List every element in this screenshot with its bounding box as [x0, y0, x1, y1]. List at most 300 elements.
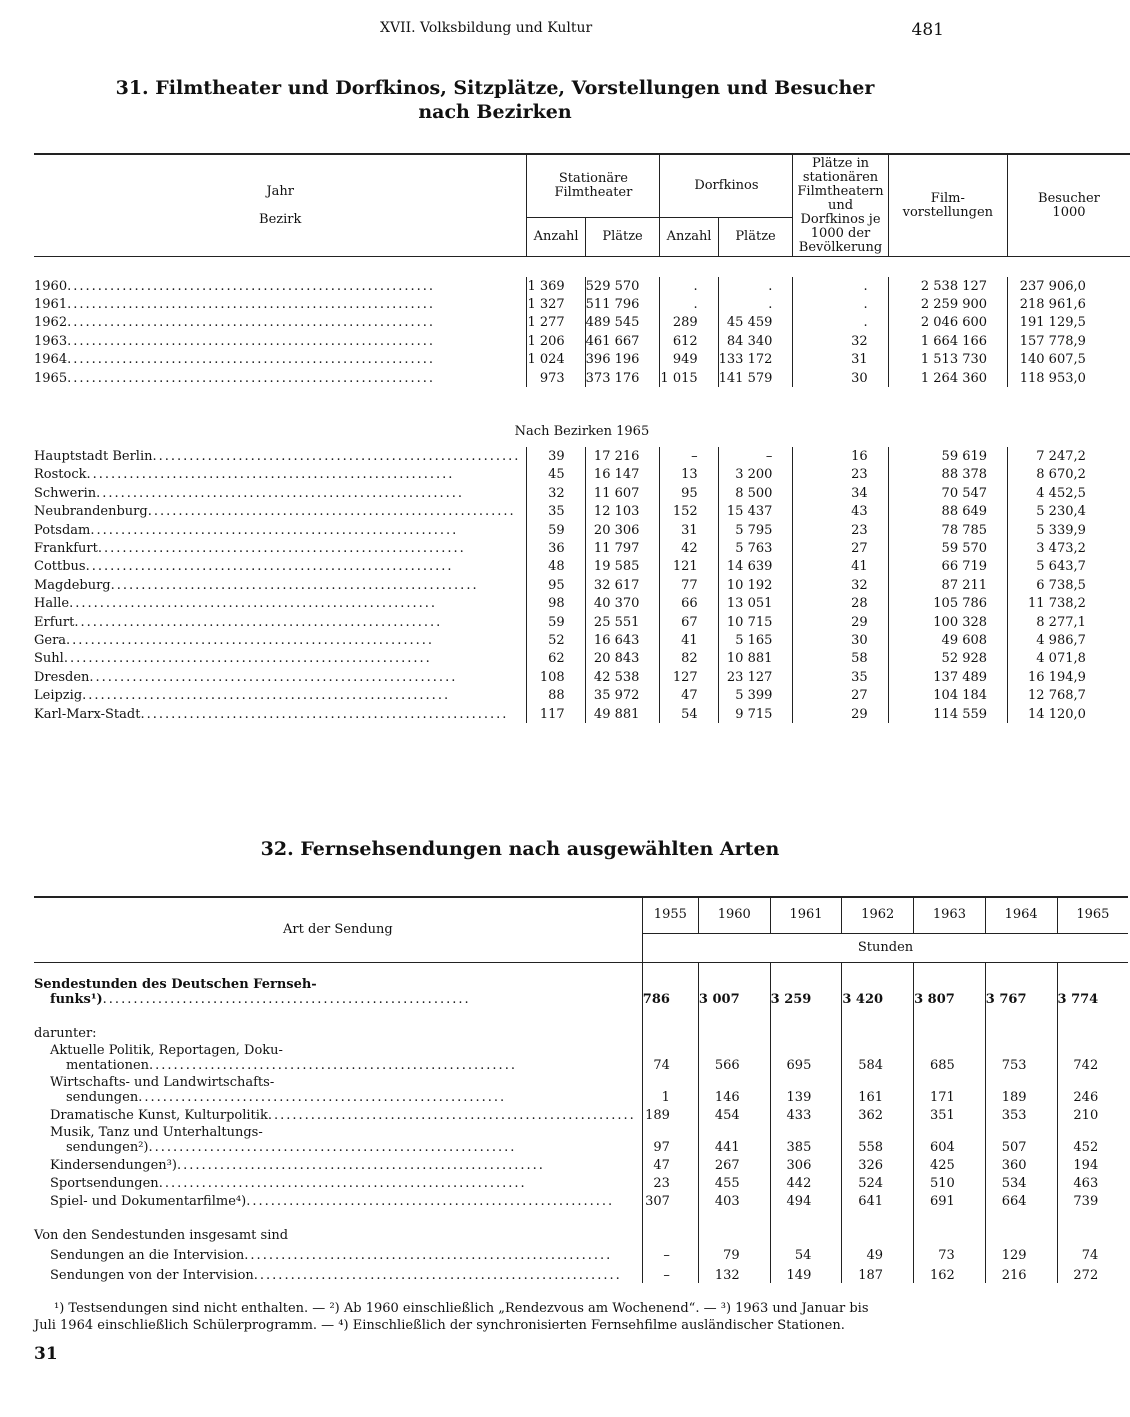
row-label — [34, 332, 527, 350]
value-cell: 77 — [660, 576, 718, 594]
table32-title: 32. Fernsehsendungen nach ausgewählten Arten — [260, 838, 780, 860]
table31-title — [100, 76, 890, 124]
value-cell: 84 340 — [718, 332, 793, 350]
row-label-text: Potsdam — [34, 522, 91, 538]
value-cell: 114 559 — [888, 705, 1007, 723]
value-cell: 433 — [770, 1105, 842, 1123]
empty-cell — [842, 1209, 914, 1243]
value-cell: 6 738,5 — [1036, 577, 1086, 593]
header-stationaer: Stationäre Filmtheater — [527, 154, 660, 218]
value-cell: 49 608 — [888, 631, 1007, 649]
value-cell: 152 — [660, 503, 718, 521]
value-cell: 59 — [527, 521, 585, 539]
value-cell: 23 — [793, 466, 888, 484]
row-label-text: 1963 — [34, 333, 68, 349]
empty-cell — [914, 1007, 986, 1041]
value-cell: 753 — [985, 1041, 1057, 1073]
value-cell: 3 200 — [718, 466, 793, 484]
row-label-text: Sportsendungen — [50, 1176, 159, 1191]
value-cell: 7 247,2 — [1036, 449, 1086, 465]
value-cell: 452 — [1073, 1140, 1099, 1155]
value-cell: 42 538 — [585, 668, 660, 686]
row-label — [34, 369, 527, 387]
value-cell: 97 — [642, 1123, 698, 1155]
table-row — [34, 539, 1130, 557]
value-cell: 15 437 — [718, 503, 793, 521]
leader-dots: ............................................................ — [244, 1248, 613, 1263]
value-cell: 2 259 900 — [888, 295, 1007, 313]
value-cell: 16 — [793, 447, 888, 465]
leader-dots: ............................................................ — [102, 992, 471, 1007]
row-label — [34, 351, 527, 369]
row-label — [34, 1123, 642, 1155]
value-cell: . — [793, 277, 888, 295]
row-label-text: 1965 — [34, 370, 68, 386]
footnotes — [34, 1300, 964, 1334]
value-cell: 139 — [770, 1073, 842, 1105]
value-cell: 189 — [642, 1105, 698, 1123]
value-cell: 1 277 — [527, 314, 585, 332]
table-row — [34, 558, 1130, 576]
value-cell: 1 206 — [527, 332, 585, 350]
leader-dots: ............................................................ — [66, 632, 434, 648]
value-cell: 949 — [660, 351, 718, 369]
table-row — [34, 1041, 1128, 1073]
header-dorf-anzahl: Anzahl — [660, 218, 718, 257]
row-label-text: Sendungen an die Intervision — [50, 1248, 245, 1263]
section-label: Nach Bezirken 1965 — [514, 424, 650, 440]
value-cell: 739 — [1073, 1194, 1099, 1209]
row-label — [34, 503, 527, 521]
value-cell: 3 420 — [842, 963, 914, 1008]
row-label — [34, 1173, 642, 1191]
value-cell: 454 — [698, 1105, 770, 1123]
value-cell: 8 500 — [718, 484, 793, 502]
value-cell: 66 — [660, 594, 718, 612]
value-cell: 306 — [770, 1155, 842, 1173]
header-vorstellungen: Film-vorstellungen — [888, 154, 1007, 257]
table-row — [34, 447, 1130, 465]
value-cell: 88 — [527, 686, 585, 704]
leader-dots: ............................................................ — [152, 449, 521, 465]
value-cell: 32 — [793, 332, 888, 350]
header-year: 1960 — [698, 897, 770, 933]
row-label — [34, 668, 527, 686]
value-cell: . — [793, 314, 888, 332]
empty-cell — [698, 1007, 770, 1041]
value-cell: 95 — [660, 484, 718, 502]
value-cell: 88 649 — [888, 503, 1007, 521]
header-year: 1965 — [1076, 907, 1110, 923]
table-row — [34, 295, 1130, 313]
value-cell: 529 570 — [585, 277, 660, 295]
leader-dots: ............................................................ — [90, 522, 459, 538]
value-cell: 32 — [793, 576, 888, 594]
row-label-line1: Wirtschafts- und Landwirtschafts- — [50, 1075, 275, 1090]
empty-cell — [914, 1209, 986, 1243]
value-cell: . — [793, 295, 888, 313]
value-cell: 218 961,6 — [1019, 297, 1086, 313]
header-unit: Stunden — [857, 939, 914, 955]
value-cell: 1 — [642, 1073, 698, 1105]
value-cell: 10 192 — [718, 576, 793, 594]
value-cell: 41 — [793, 558, 888, 576]
value-cell: 685 — [914, 1041, 986, 1073]
table-row — [34, 613, 1130, 631]
table-row — [34, 686, 1130, 704]
table-row — [34, 1155, 1128, 1173]
row-label — [34, 466, 527, 484]
value-cell: 108 — [527, 668, 585, 686]
leader-dots: ............................................................ — [158, 1176, 527, 1191]
value-cell: 35 972 — [585, 686, 660, 704]
value-cell: 14 120,0 — [1028, 706, 1086, 722]
value-cell: 187 — [842, 1263, 914, 1283]
value-cell: 171 — [914, 1073, 986, 1105]
table32 — [34, 896, 1128, 1283]
table-row — [34, 1209, 1128, 1243]
row-label-text: sendungen — [66, 1090, 139, 1105]
value-cell: 23 127 — [718, 668, 793, 686]
value-cell: 29 — [793, 613, 888, 631]
leader-dots: ............................................................ — [67, 370, 436, 386]
row-label — [34, 521, 527, 539]
footnote-line2: Juli 1964 einschließlich Schülerprogramm. — ⁴) Einschließlich der synchronisierten Fernsehfilme ausländischer Stationen. — [34, 1318, 845, 1333]
value-cell: 157 778,9 — [1019, 333, 1086, 349]
leader-dots: ............................................................ — [176, 1158, 545, 1173]
value-cell: 3 473,2 — [1036, 540, 1086, 556]
leader-dots: ............................................................ — [138, 1090, 507, 1105]
value-cell: 5 399 — [718, 686, 793, 704]
leader-dots: ............................................................ — [74, 614, 443, 630]
row-label-text: Spiel- und Dokumentarfilme⁴) — [50, 1194, 247, 1209]
value-cell: 41 — [660, 631, 718, 649]
table-row — [34, 1263, 1128, 1283]
value-cell: 88 378 — [888, 466, 1007, 484]
value-cell: 42 — [660, 539, 718, 557]
row-label — [34, 1041, 642, 1073]
row-label — [34, 686, 527, 704]
value-cell: 70 547 — [888, 484, 1007, 502]
value-cell: 4 452,5 — [1036, 485, 1086, 501]
value-cell: 45 — [527, 466, 585, 484]
row-label — [34, 484, 527, 502]
value-cell: 13 051 — [718, 594, 793, 612]
value-cell: 36 — [527, 539, 585, 557]
table-row — [34, 1191, 1128, 1209]
value-cell: 62 — [527, 650, 585, 668]
table-row — [34, 631, 1130, 649]
value-cell: 691 — [914, 1191, 986, 1209]
row-label-text: Leipzig — [34, 688, 83, 704]
row-label — [34, 1263, 642, 1283]
empty-cell — [985, 1209, 1057, 1243]
value-cell: 455 — [698, 1173, 770, 1191]
table-row — [34, 332, 1130, 350]
value-cell: 73 — [914, 1243, 986, 1263]
value-cell: 786 — [642, 963, 698, 1008]
value-cell: 87 211 — [888, 576, 1007, 594]
value-cell: 3 774 — [1057, 992, 1099, 1007]
row-label — [34, 613, 527, 631]
value-cell: 127 — [660, 668, 718, 686]
row-label-text: Suhl — [34, 651, 64, 667]
value-cell: 54 — [770, 1243, 842, 1263]
value-cell: 47 — [660, 686, 718, 704]
header-stat-anzahl: Anzahl — [527, 218, 585, 257]
value-cell: 35 — [527, 503, 585, 521]
row-label-text: Rostock — [34, 467, 87, 483]
value-cell: 246 — [1073, 1090, 1099, 1105]
value-cell: 1 369 — [527, 277, 585, 295]
value-cell: 31 — [660, 521, 718, 539]
value-cell: 5 763 — [718, 539, 793, 557]
row-label — [34, 1155, 642, 1173]
leader-dots: ............................................................ — [67, 352, 436, 368]
table31-district-rows — [34, 447, 1130, 723]
leader-dots: ............................................................ — [140, 706, 509, 722]
value-cell: 29 — [793, 705, 888, 723]
table32-rows — [34, 963, 1128, 1284]
value-cell: 3 007 — [698, 963, 770, 1008]
row-label-line1: Aktuelle Politik, Reportagen, Doku- — [50, 1043, 283, 1058]
value-cell: 742 — [1073, 1058, 1099, 1073]
leader-dots: ............................................................ — [67, 297, 436, 313]
value-cell: 25 551 — [585, 613, 660, 631]
value-cell: 137 489 — [888, 668, 1007, 686]
row-label — [34, 963, 642, 1008]
value-cell: 3 807 — [914, 963, 986, 1008]
value-cell: 66 719 — [888, 558, 1007, 576]
row-label — [34, 1073, 642, 1105]
value-cell: 105 786 — [888, 594, 1007, 612]
table-row — [34, 1173, 1128, 1191]
header-jahr: Jahr — [266, 183, 294, 199]
row-label-text: mentationen — [66, 1058, 150, 1073]
value-cell: 9 715 — [718, 705, 793, 723]
leader-dots: ............................................................ — [253, 1268, 622, 1283]
leader-dots: ............................................................ — [85, 559, 454, 575]
value-cell: 79 — [698, 1243, 770, 1263]
row-label-text: Gera — [34, 632, 67, 648]
header-year: 1962 — [842, 897, 914, 933]
table-row — [34, 963, 1128, 1008]
value-cell: – — [660, 447, 718, 465]
value-cell: 67 — [660, 613, 718, 631]
row-label-text: Sendungen von der Intervision — [50, 1268, 254, 1283]
value-cell: 441 — [698, 1123, 770, 1155]
value-cell: 3 767 — [985, 963, 1057, 1008]
leader-dots: ............................................................ — [67, 315, 436, 331]
value-cell: 5 230,4 — [1036, 504, 1086, 520]
value-cell: 272 — [1073, 1268, 1099, 1283]
leader-dots: ............................................................ — [267, 1108, 636, 1123]
value-cell: 973 — [527, 369, 585, 387]
leader-dots: ............................................................ — [148, 1140, 517, 1155]
value-cell: 5 165 — [718, 631, 793, 649]
row-label — [34, 277, 527, 295]
value-cell: 510 — [914, 1173, 986, 1191]
value-cell: 396 196 — [585, 351, 660, 369]
value-cell: 54 — [660, 705, 718, 723]
row-label-text: Dramatische Kunst, Kulturpolitik — [50, 1108, 268, 1123]
table-row — [34, 650, 1130, 668]
value-cell: 5 795 — [718, 521, 793, 539]
value-cell: 2 046 600 — [888, 314, 1007, 332]
table31-title-line1: 31. Filmtheater und Dorfkinos, Sitzplätze, Vorstellungen und Besucher — [115, 77, 875, 99]
value-cell: 307 — [642, 1191, 698, 1209]
value-cell: . — [718, 277, 793, 295]
value-cell: 17 216 — [585, 447, 660, 465]
header-art: Art der Sendung — [34, 897, 642, 963]
row-label-text: Cottbus — [34, 559, 86, 575]
table-row — [34, 594, 1130, 612]
table-row — [34, 1105, 1128, 1123]
value-cell: 16 194,9 — [1028, 669, 1086, 685]
row-label — [34, 314, 527, 332]
empty-cell — [1057, 1209, 1128, 1243]
row-label — [34, 447, 527, 465]
table-row — [34, 668, 1130, 686]
value-cell: 98 — [527, 594, 585, 612]
row-label — [34, 558, 527, 576]
value-cell: 664 — [985, 1191, 1057, 1209]
row-label-text: Schwerin — [34, 485, 97, 501]
value-cell: 11 738,2 — [1028, 596, 1086, 612]
row-label — [34, 705, 527, 723]
value-cell: 362 — [842, 1105, 914, 1123]
header-year: 1961 — [770, 897, 842, 933]
row-label — [34, 295, 527, 313]
value-cell: 45 459 — [718, 314, 793, 332]
value-cell: 1 264 360 — [888, 369, 1007, 387]
row-label-text: Hauptstadt Berlin — [34, 449, 153, 465]
empty-cell — [842, 1007, 914, 1041]
value-cell: 162 — [914, 1263, 986, 1283]
empty-cell — [1057, 1007, 1128, 1041]
row-label-text: Magdeburg — [34, 577, 111, 593]
value-cell: 189 — [985, 1073, 1057, 1105]
value-cell: 28 — [793, 594, 888, 612]
value-cell: – — [642, 1243, 698, 1263]
darunter-label: darunter: — [34, 1007, 642, 1041]
header-stat-plaetze: Plätze — [585, 218, 660, 257]
value-cell: 132 — [698, 1263, 770, 1283]
value-cell: 1 024 — [527, 351, 585, 369]
value-cell: 48 — [527, 558, 585, 576]
value-cell: 27 — [793, 686, 888, 704]
value-cell: 4 986,7 — [1036, 632, 1086, 648]
value-cell: 141 579 — [718, 369, 793, 387]
header-bezirk: Bezirk — [259, 211, 302, 227]
value-cell: 3 259 — [770, 963, 842, 1008]
value-cell: 30 — [793, 369, 888, 387]
running-header: XVII. Volksbildung und Kultur — [380, 20, 593, 36]
header-year: 1963 — [914, 897, 986, 933]
leader-dots: ............................................................ — [149, 1058, 517, 1073]
value-cell: 494 — [770, 1191, 842, 1209]
value-cell: 373 176 — [585, 369, 660, 387]
value-cell: 52 928 — [888, 650, 1007, 668]
header-besucher: Besucher 1000 — [1038, 190, 1100, 220]
leader-dots: ............................................................ — [89, 669, 458, 685]
header-jahr-bezirk — [34, 154, 527, 257]
value-cell: 8 670,2 — [1036, 467, 1086, 483]
value-cell: 34 — [793, 484, 888, 502]
value-cell: 40 370 — [585, 594, 660, 612]
value-cell: 237 906,0 — [1019, 278, 1086, 294]
value-cell: 289 — [660, 314, 718, 332]
value-cell: . — [718, 295, 793, 313]
value-cell: 13 — [660, 466, 718, 484]
row-label — [34, 1191, 642, 1209]
value-cell: 95 — [527, 576, 585, 594]
value-cell: 5 339,9 — [1036, 522, 1086, 538]
value-cell: 23 — [793, 521, 888, 539]
value-cell: 27 — [793, 539, 888, 557]
empty-cell — [642, 1007, 698, 1041]
table-row — [34, 484, 1130, 502]
value-cell: 39 — [527, 447, 585, 465]
value-cell: 425 — [914, 1155, 986, 1173]
leader-dots: ............................................................ — [147, 504, 516, 520]
value-cell: – — [718, 447, 793, 465]
leader-dots: ............................................................ — [67, 333, 436, 349]
value-cell: 11 607 — [585, 484, 660, 502]
value-cell: 146 — [698, 1073, 770, 1105]
leader-dots: ............................................................ — [82, 688, 451, 704]
value-cell: 4 071,8 — [1036, 651, 1086, 667]
table31-year-rows — [34, 277, 1130, 387]
value-cell: 82 — [660, 650, 718, 668]
table-row — [34, 369, 1130, 387]
value-cell: 5 643,7 — [1036, 559, 1086, 575]
value-cell: 584 — [842, 1041, 914, 1073]
value-cell: 463 — [1073, 1176, 1099, 1191]
value-cell: 14 639 — [718, 558, 793, 576]
row-label-text: Halle — [34, 596, 70, 612]
value-cell: 385 — [770, 1123, 842, 1155]
value-cell: 507 — [985, 1123, 1057, 1155]
value-cell: 326 — [842, 1155, 914, 1173]
value-cell: 267 — [698, 1155, 770, 1173]
table-row — [34, 1073, 1128, 1105]
table-row — [34, 576, 1130, 594]
value-cell: . — [660, 295, 718, 313]
value-cell: 360 — [985, 1155, 1057, 1173]
row-label-line1: Sendestunden des Deutschen Fernseh- — [34, 977, 317, 992]
value-cell: 49 — [842, 1243, 914, 1263]
value-cell: 47 — [642, 1155, 698, 1173]
value-cell: 461 667 — [585, 332, 660, 350]
value-cell: 210 — [1073, 1108, 1099, 1123]
value-cell: 74 — [642, 1041, 698, 1073]
value-cell: 49 881 — [585, 705, 660, 723]
value-cell: 149 — [770, 1263, 842, 1283]
empty-cell — [770, 1209, 842, 1243]
value-cell: 12 768,7 — [1028, 688, 1086, 704]
value-cell: 23 — [642, 1173, 698, 1191]
header-dorf-plaetze: Plätze — [718, 218, 793, 257]
value-cell: 511 796 — [585, 295, 660, 313]
value-cell: 100 328 — [888, 613, 1007, 631]
value-cell: 641 — [842, 1191, 914, 1209]
row-label-text: Karl-Marx-Stadt — [34, 706, 141, 722]
table-row — [34, 705, 1130, 723]
value-cell: 32 617 — [585, 576, 660, 594]
table-row — [34, 1007, 1128, 1041]
leader-dots: ............................................................ — [97, 540, 466, 556]
